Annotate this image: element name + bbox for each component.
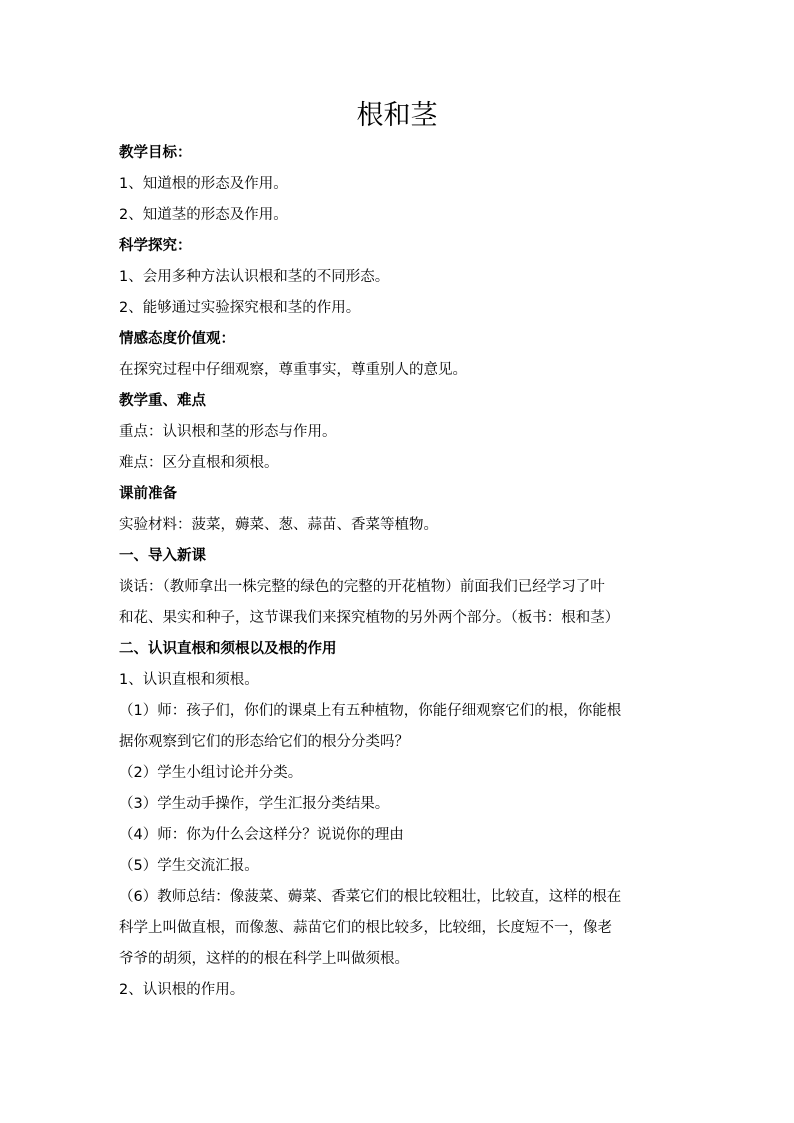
heading-attitudes: 情感态度价值观： <box>119 331 235 347</box>
paragraph-line: 据你观察到它们的形态给它们的根分分类吗？ <box>119 734 409 750</box>
paragraph-line: 在探究过程中仔细观察，尊重事实，尊重别人的意见。 <box>119 362 467 378</box>
paragraph-line: 2、知道茎的形态及作用。 <box>119 207 288 223</box>
paragraph-line: 实验材料：菠菜，薅菜、葱、蒜苗、香菜等植物。 <box>119 517 438 533</box>
paragraph-line: 1、认识直根和须根。 <box>119 672 259 688</box>
document-title: 根和茎 <box>356 100 438 131</box>
paragraph-line: 2、认识根的作用。 <box>119 982 245 998</box>
paragraph-line: （2）学生小组讨论并分类。 <box>119 765 303 781</box>
paragraph-line: 爷爷的胡须，这样的的根在科学上叫做须根。 <box>119 951 409 967</box>
paragraph-line: （4）师：你为什么会这样分？说说你的理由 <box>119 827 404 843</box>
paragraph-line: 难点：区分直根和须根。 <box>119 455 279 471</box>
document-body <box>119 138 679 1006</box>
paragraph-line: 重点：认识根和茎的形态与作用。 <box>119 424 337 440</box>
paragraph-line: （3）学生动手操作，学生汇报分类结果。 <box>119 796 390 812</box>
heading-roots-section: 二、认识直根和须根以及根的作用 <box>119 641 337 657</box>
paragraph-line: （6）教师总结：像菠菜、薅菜、香菜它们的根比较粗壮，比较直，这样的根在 <box>119 889 622 905</box>
paragraph-line: 1、知道根的形态及作用。 <box>119 176 288 192</box>
paragraph-line: （5）学生交流汇报。 <box>119 858 259 874</box>
paragraph-line: 谈话：（教师拿出一株完整的绿色的完整的开花植物）前面我们已经学习了叶 <box>119 579 605 595</box>
heading-introduction: 一、导入新课 <box>119 548 206 564</box>
heading-key-points: 教学重、难点 <box>119 393 206 409</box>
paragraph-line: 2、能够通过实验探究根和茎的作用。 <box>119 300 361 316</box>
paragraph-line: 科学上叫做直根，而像葱、蒜苗它们的根比较多，比较细，长度短不一，像老 <box>119 920 612 936</box>
paragraph-line: 1、会用多种方法认识根和茎的不同形态。 <box>119 269 390 285</box>
paragraph-line: 和花、果实和种子，这节课我们来探究植物的另外两个部分。（板书：根和茎） <box>119 610 620 626</box>
paragraph-line: （1）师：孩子们，你们的课桌上有五种植物，你能仔细观察它们的根，你能根 <box>119 703 622 719</box>
heading-inquiry: 科学探究： <box>119 238 192 254</box>
heading-objectives: 教学目标： <box>119 145 192 161</box>
heading-preparation: 课前准备 <box>119 486 177 502</box>
